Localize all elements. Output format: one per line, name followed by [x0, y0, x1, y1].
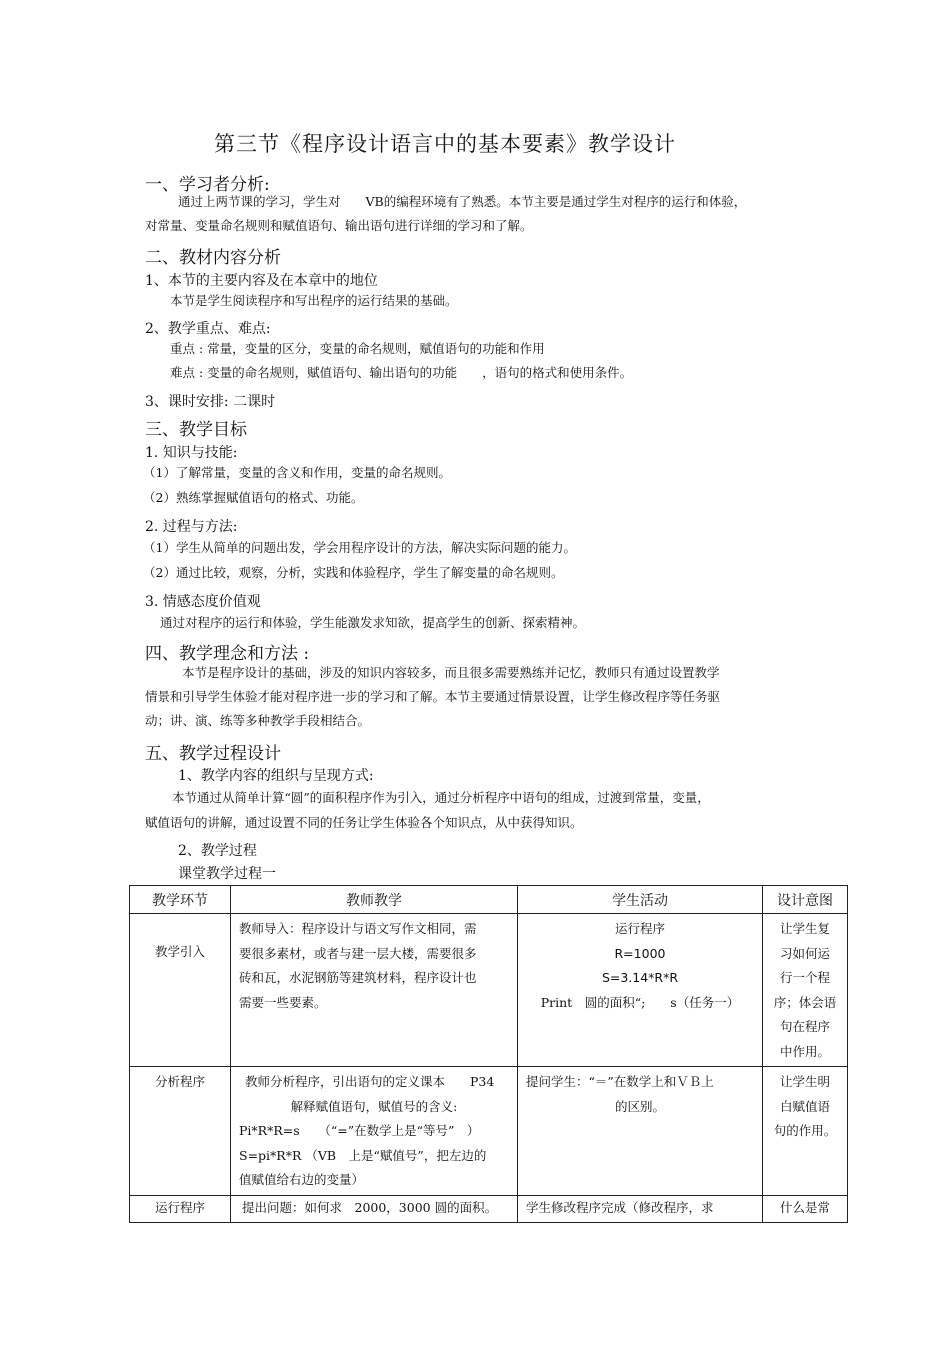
teacher-line: 砖和瓦，水泥钢筋等建筑材料，程序设计也: [239, 970, 477, 985]
stage-cell: [130, 1067, 231, 1196]
intent-cell: [763, 1067, 848, 1196]
section-5-sub-3: 课堂教学过程一: [178, 866, 276, 882]
student-line: S=3.14*R*R: [601, 970, 679, 985]
student-line: R=1000: [614, 945, 666, 961]
teacher-line: 需要一些要素。: [239, 994, 327, 1010]
section-2-sub-3: 3、课时安排: 二课时: [145, 394, 276, 410]
section-4-line-1: 本节是程序设计的基础，涉及的知识内容较多，而且很多需要熟练并记忆，教师只有通过设置教学: [182, 665, 720, 680]
intent-cell: [763, 914, 848, 1067]
student-line: Print 圆的面积“; s（任务一）: [540, 994, 740, 1010]
table-row: [130, 1195, 848, 1223]
table-row: [130, 914, 848, 1067]
student-line: 提问学生：“＝”在数学上和ＶＢ上: [526, 1074, 714, 1089]
intent-line: 句的作用。: [773, 1123, 837, 1138]
section-2-sub-1-text: 本节是学生阅读程序和写出程序的运行结果的基础。: [170, 293, 458, 308]
table-header-student: 学生活动: [518, 886, 763, 914]
section-5-sub-2: 2、教学过程: [178, 843, 257, 859]
process-item-1: （1）学生从简单的问题出发，学会用程序设计的方法，解决实际问题的能力。: [143, 540, 576, 555]
student-cell: [518, 1195, 763, 1223]
intent-line: 句在程序: [779, 1019, 830, 1034]
intent-line: 让学生复: [779, 921, 830, 936]
section-4-line-3: 动；讲、演、练等多种教学手段相结合。: [145, 713, 371, 728]
teacher-line: 值赋值给右边的变量）: [239, 1172, 365, 1187]
teacher-line: Pi*R*R=s （“=”在数学上是“等号” ）: [239, 1123, 480, 1138]
intent-line: 白赋值语: [779, 1098, 830, 1114]
knowledge-item-2: （2）熟练掌握赋值语句的格式、功能。: [143, 490, 364, 505]
teacher-line: 要很多素材，或者与建一层大楼，需要很多: [239, 945, 477, 961]
intent-line: 让学生明: [779, 1074, 830, 1089]
emotion-title: 3. 情感态度价值观: [145, 594, 261, 610]
process-item-2: （2）通过比较，观察，分析，实践和体验程序，学生了解变量的命名规则。: [143, 565, 564, 580]
section-5-line-2: 赋值语句的讲解，通过设置不同的任务让学生体验各个知识点，从中获得知识。: [145, 815, 583, 830]
student-cell: [518, 1067, 763, 1196]
stage-text: 运行程序: [154, 1199, 205, 1215]
difficult-points: 难点 : 变量的命名规则，赋值语句、输出语句的功能 ，语句的格式和使用条件。: [170, 365, 633, 380]
teacher-cell: [231, 914, 518, 1067]
teacher-line: S=pi*R*R （VB 上是“赋值号”，把左边的: [239, 1147, 487, 1163]
section-2-heading: 二、教材内容分析: [145, 248, 281, 268]
teacher-line: 教师导入：程序设计与语文写作文相同，需: [239, 921, 477, 936]
intent-line: 序；体会语: [773, 994, 837, 1010]
intent-cell: [763, 1195, 848, 1223]
student-cell: [518, 914, 763, 1067]
key-points: 重点 : 常量，变量的区分，变量的命名规则，赋值语句的功能和作用: [170, 341, 545, 356]
intent-line: 行一个程: [779, 970, 830, 985]
emotion-item-1: 通过对程序的运行和体验，学生能激发求知欲，提高学生的创新、探索精神。: [160, 615, 586, 630]
section-4-heading: 四、教学理念和方法 :: [145, 644, 310, 664]
knowledge-item-1: （1）了解常量，变量的含义和作用，变量的命名规则。: [143, 465, 451, 480]
table-header-teacher: 教师教学: [231, 886, 518, 914]
table-header-row: [130, 886, 848, 914]
intent-line: 习如何运: [779, 945, 830, 961]
knowledge-title: 1. 知识与技能:: [145, 445, 238, 461]
student-line: 学生修改程序完成（修改程序，求: [526, 1199, 714, 1215]
teacher-line: 解释赋值语句，赋值号的含义:: [290, 1098, 458, 1114]
stage-text: 分析程序: [154, 1074, 205, 1089]
intent-line: 什么是常: [779, 1199, 830, 1215]
teacher-line: 提出问题：如何求 2000，3000 圆的面积。: [242, 1199, 498, 1215]
stage-cell: [130, 1195, 231, 1223]
process-title: 2. 过程与方法:: [145, 519, 238, 535]
section-2-sub-1: 1、本节的主要内容及在本章中的地位: [145, 273, 378, 289]
section-5-heading: 五、教学过程设计: [145, 744, 281, 764]
section-4-line-2: 情景和引导学生体验才能对程序进一步的学习和了解。本节主要通过情景设置，让学生修改程序等任务驱: [145, 689, 721, 704]
teacher-cell: [231, 1195, 518, 1223]
section-5-line-1: 本节通过从简单计算“圆”的面积程序作为引入，通过分析程序中语句的组成，过渡到常量，变量，: [172, 790, 710, 805]
teacher-cell: [231, 1067, 518, 1196]
table-header-stage: 教学环节: [130, 886, 231, 914]
section-1-heading: 一、学习者分析:: [145, 175, 270, 195]
stage-text: 教学引入: [154, 944, 205, 959]
stage-cell: [130, 914, 231, 1067]
section-3-heading: 三、教学目标: [145, 420, 247, 440]
table-header-intent: 设计意图: [763, 886, 848, 914]
intent-line: 中作用。: [779, 1043, 830, 1059]
student-line: 运行程序: [614, 921, 665, 936]
table-row: [130, 1067, 848, 1196]
teaching-process-table: [129, 885, 848, 1223]
section-5-sub-1: 1、教学内容的组织与呈现方式:: [178, 768, 374, 784]
section-2-sub-2: 2、教学重点、难点:: [145, 321, 271, 337]
section-1-line-2: 对常量、变量命名规则和赋值语句、输出语句进行详细的学习和了解。: [145, 218, 533, 233]
section-1-line-1: 通过上两节课的学习，学生对 VB的编程环境有了熟悉。本节主要是通过学生对程序的运行和体验，: [178, 194, 747, 209]
document-title: 第三节《程序设计语言中的基本要素》教学设计: [214, 132, 676, 156]
student-line: 的区别。: [614, 1098, 665, 1114]
teacher-line: 教师分析程序，引出语句的定义课本 P34: [245, 1074, 495, 1089]
